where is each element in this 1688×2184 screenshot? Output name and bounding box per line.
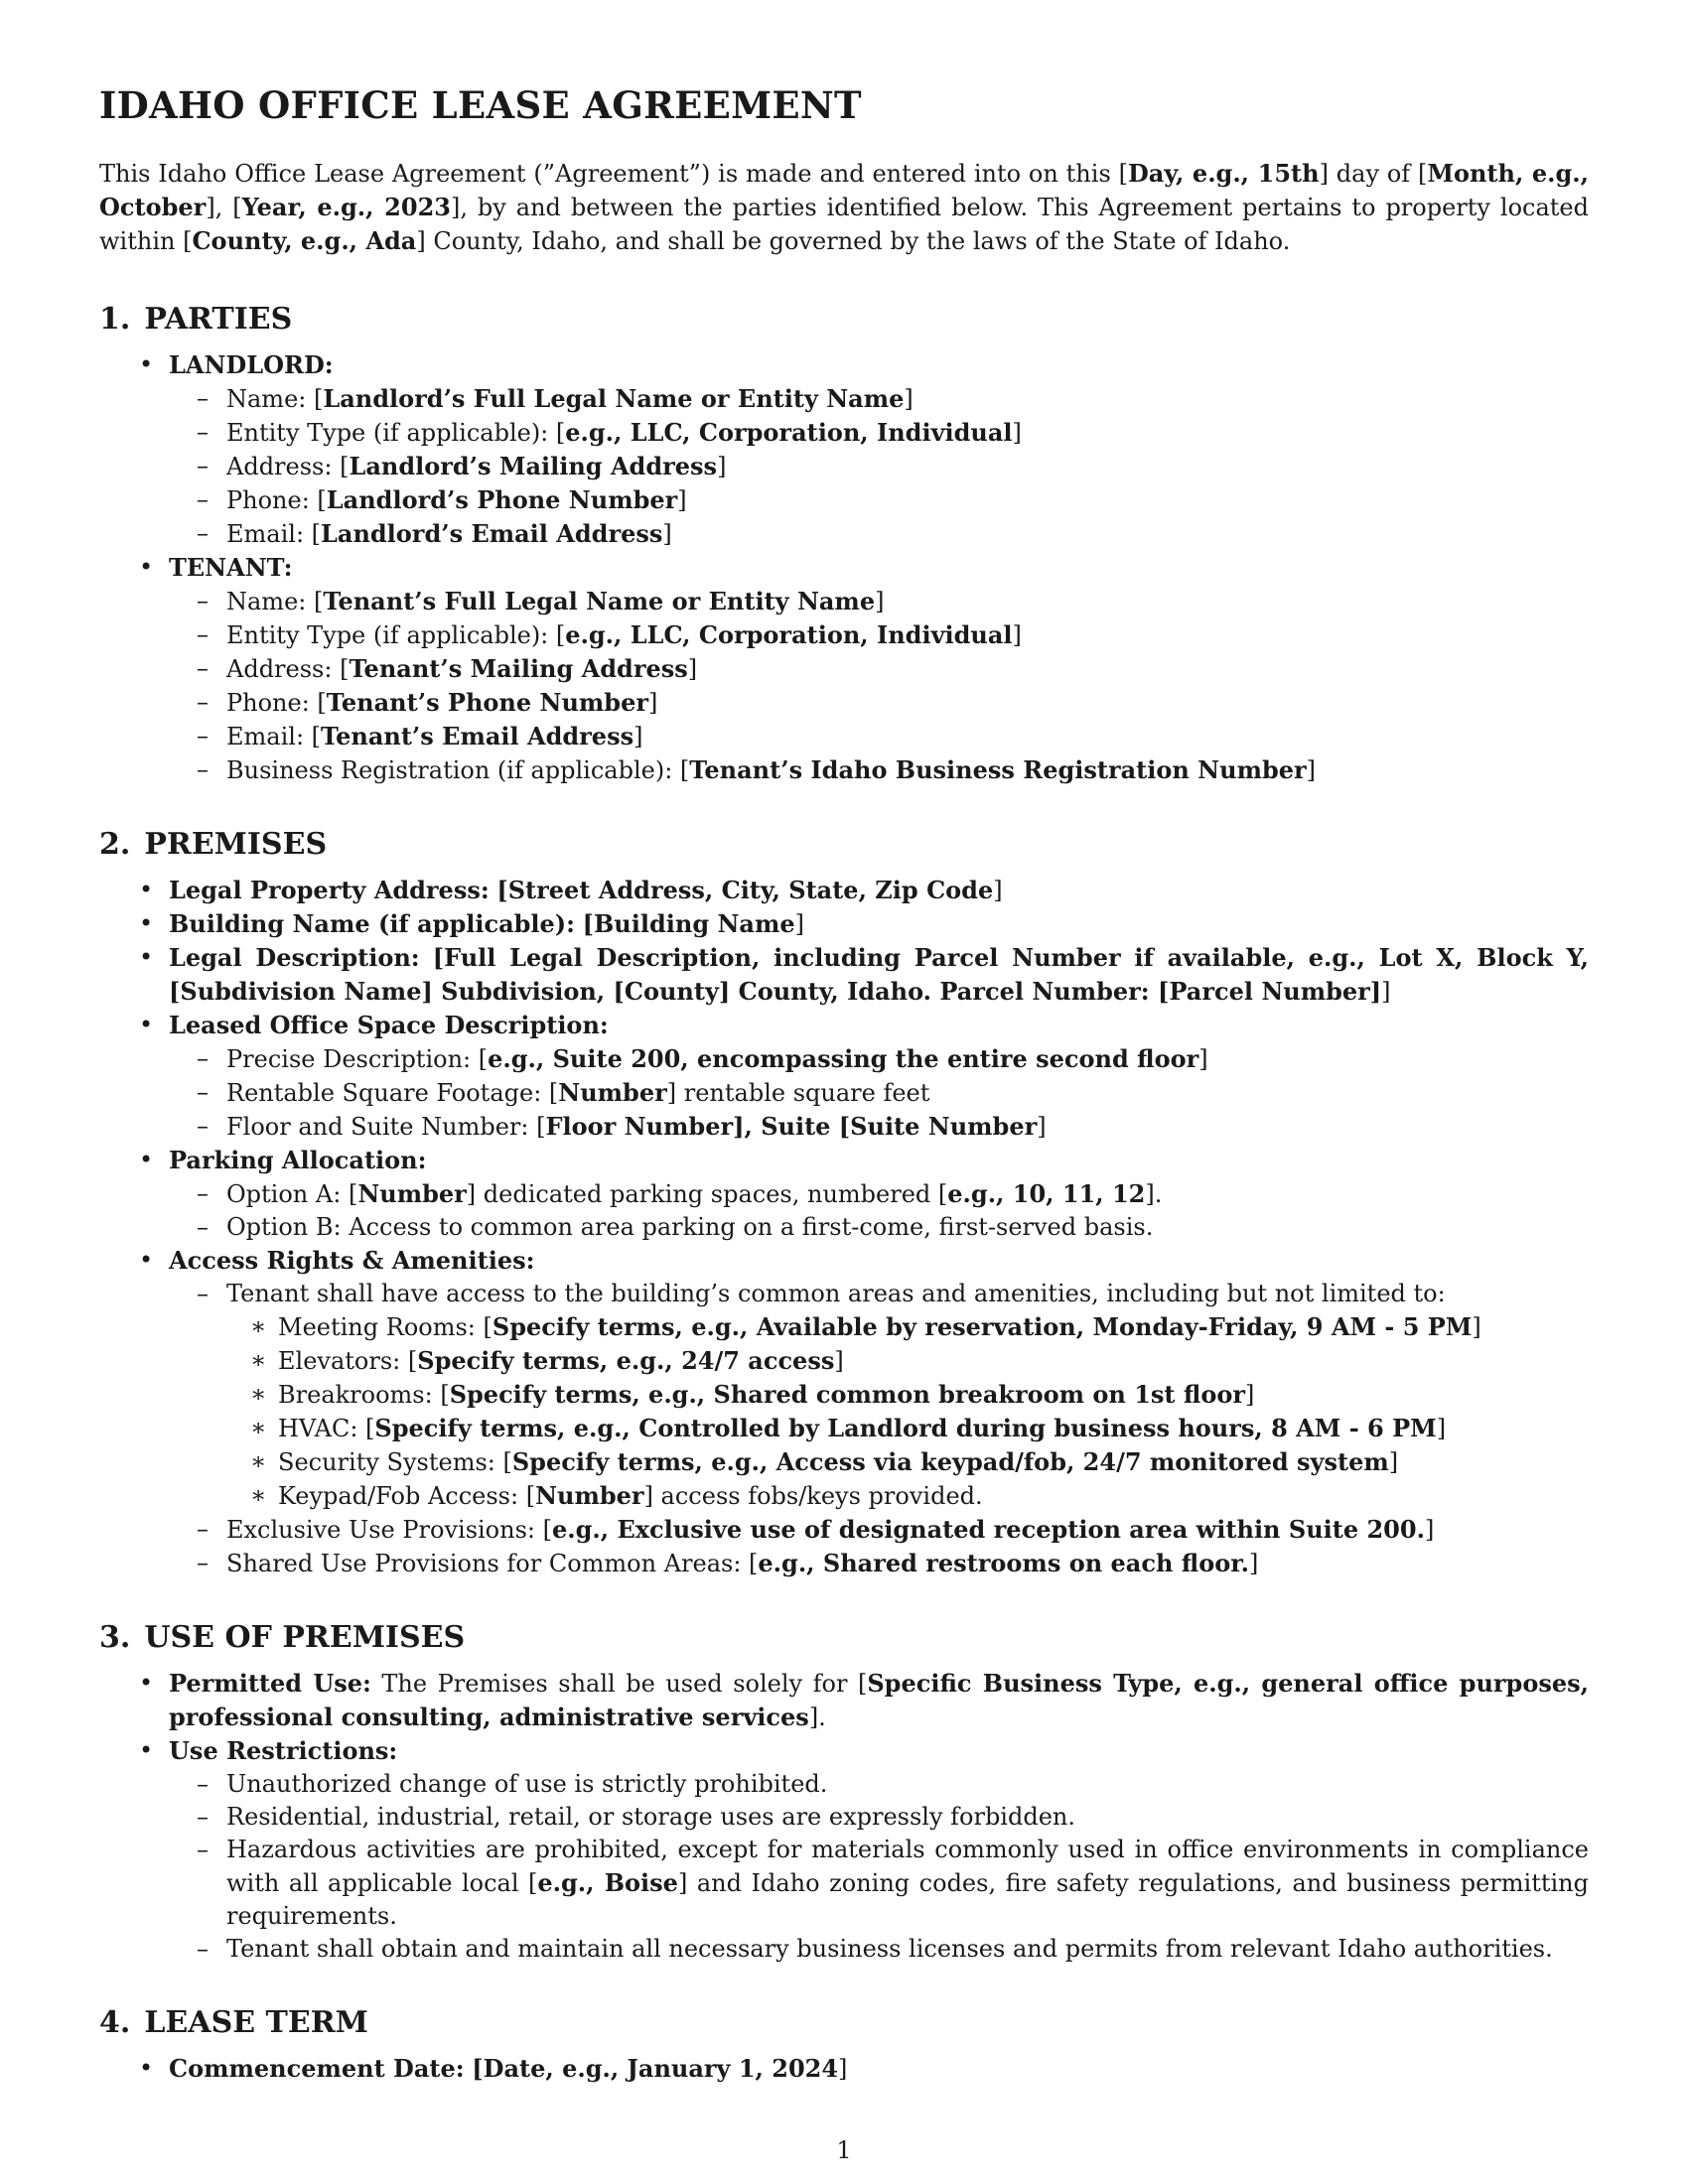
field-label: Option A: [	[226, 1180, 358, 1208]
intro-year-placeholder: Year, e.g., 2023	[241, 193, 451, 221]
field-placeholder: Landlord’s Mailing Address	[349, 452, 718, 480]
field-label: Security Systems: [	[278, 1448, 512, 1476]
field-label: Floor and Suite Number: [	[226, 1113, 546, 1141]
list-item: – Entity Type (if applicable): [e.g., LLC, Corporation, Individual]	[169, 416, 1589, 450]
field-label: Phone: [	[226, 689, 327, 717]
section-lease-term	[99, 2005, 1589, 2086]
field-placeholder: Tenant’s Idaho Business Registration Number	[689, 755, 1307, 784]
list-item: • Legal Property Address: [Street Address, City, State, Zip Code]	[99, 874, 1589, 907]
section-heading	[99, 2005, 1589, 2040]
field-placeholder: [Full Legal Description, including Parcel Number if available, e.g., Lot X, Block Y, [Subdivision Name] Subdivision, [County] County, Idaho. Parcel Number: [Parcel Number]	[169, 943, 1589, 1006]
field-placeholder: e.g., LLC, Corporation, Individual	[565, 620, 1013, 649]
list-item: – Email: [Landlord’s Email Address]	[169, 517, 1589, 551]
access-block	[99, 1244, 1589, 1580]
amenity-item	[226, 1445, 1589, 1479]
field-label: Breakrooms: [	[278, 1381, 450, 1409]
intro-county-placeholder: County, e.g., Ada	[192, 226, 417, 255]
field-label: Rentable Square Footage: [	[226, 1079, 559, 1107]
field-placeholder: [Building Name	[582, 909, 795, 938]
field-label: Address: [	[226, 655, 350, 683]
field-label: Legal Property Address:	[169, 876, 490, 904]
field-text: ] rentable square feet	[666, 1079, 930, 1107]
field-label: Permitted Use:	[169, 1669, 371, 1698]
list-item: – Email: [Tenant’s Email Address]	[169, 720, 1589, 753]
list-item	[169, 1076, 1589, 1110]
intro-text: ], by and between the parties identified below. This Agreement pertains to property located within [	[99, 194, 1589, 255]
field-label: Exclusive Use Provisions: [	[226, 1516, 552, 1544]
field-text: ]	[1436, 1415, 1447, 1442]
field-placeholder: [Street Address, City, State, Zip Code	[496, 876, 994, 904]
field-placeholder: Specify terms, e.g., Access via keypad/fob, 24/7 monitored system	[511, 1447, 1389, 1476]
page-number: 1	[836, 2136, 852, 2164]
list-item: – Phone: [Tenant’s Phone Number]	[169, 686, 1589, 720]
list-item: – Phone: [Landlord’s Phone Number]	[169, 483, 1589, 517]
section-heading	[99, 302, 1589, 337]
section-heading	[99, 827, 1589, 862]
field-text: Tenant shall have access to the building’s common areas and amenities, including but not limited to:	[226, 1280, 1446, 1307]
tenant-heading: TENANT:	[169, 553, 293, 582]
field-label: Building Name (if applicable):	[169, 909, 576, 938]
field-label: Entity Type (if applicable): [	[226, 419, 566, 447]
list-item: – Name: [Tenant’s Full Legal Name or Entity Name]	[169, 585, 1589, 618]
amenity-item	[226, 1412, 1589, 1445]
section-heading	[99, 1620, 1589, 1655]
field-text: ]	[1388, 1448, 1399, 1476]
subsection-heading: Use Restrictions:	[169, 1736, 398, 1765]
intro-month-placeholder: Month, e.g., October	[99, 159, 1590, 221]
list-item: – Shared Use Provisions for Common Areas: [e.g., Shared restrooms on each floor.]	[169, 1547, 1589, 1580]
subsection-heading: Access Rights & Amenities:	[169, 1246, 535, 1275]
field-label: Elevators: [	[278, 1347, 418, 1375]
field-text: Hazardous activities are prohibited, except for materials commonly used in office environments in compliance with all applicable local [	[226, 1836, 1589, 1897]
section-title: USE OF PREMISES	[144, 1620, 466, 1655]
field-placeholder: e.g., Shared restrooms on each floor.	[758, 1549, 1250, 1577]
field-placeholder: e.g., Boise	[537, 1868, 678, 1897]
list-item	[169, 1834, 1589, 1933]
field-text: ]	[1244, 1381, 1255, 1409]
landlord-block	[99, 348, 1589, 551]
use-restrictions-block	[99, 1734, 1589, 1966]
field-label: Business Registration (if applicable): [	[226, 756, 690, 784]
field-placeholder: e.g., Suite 200, encompassing the entire second floor	[488, 1044, 1199, 1073]
field-placeholder: Landlord’s Phone Number	[326, 485, 678, 514]
field-label: Name: [	[226, 588, 324, 615]
section-number: 3.	[99, 1620, 131, 1655]
list-item: – Business Registration (if applicable): [Tenant’s Idaho Business Registration Number]	[169, 753, 1589, 787]
intro-text: ] County, Idaho, and shall be governed by the laws of the State of Idaho.	[416, 227, 1291, 255]
subsection-heading: Parking Allocation:	[169, 1146, 427, 1174]
intro-text: ], [	[206, 194, 242, 221]
intro-paragraph	[99, 157, 1589, 258]
field-text: ]	[1472, 1313, 1481, 1341]
field-label: Email: [	[226, 520, 322, 548]
list-item: – Unauthorized change of use is strictly prohibited.	[169, 1768, 1589, 1801]
section-title: PREMISES	[144, 827, 328, 862]
leased-space-block	[99, 1009, 1589, 1144]
field-placeholder: e.g., 10, 11, 12	[947, 1179, 1146, 1208]
field-label: Keypad/Fob Access: [	[278, 1482, 536, 1510]
field-text: The Premises shall be used solely for [	[370, 1670, 868, 1698]
field-text: ], Suite [	[733, 1112, 851, 1141]
amenity-item	[226, 1344, 1589, 1378]
field-label: Name: [	[226, 385, 324, 413]
list-item: • Building Name (if applicable): [Building Name]	[99, 907, 1589, 941]
list-item: – Address: [Landlord’s Mailing Address]	[169, 450, 1589, 483]
subsection-heading: Leased Office Space Description:	[169, 1011, 609, 1039]
section-number: 4.	[99, 2005, 131, 2040]
list-item: • Legal Description: [Full Legal Description, including Parcel Number if available, e.g., Lot X, Block Y, [Subdivision Name] Subdivision, [County] County, Idaho. Parcel Number: [Parcel Number]]	[99, 941, 1589, 1009]
field-placeholder: e.g., Exclusive use of designated reception area within Suite 200.	[551, 1515, 1425, 1544]
list-item: – Floor and Suite Number: [Floor Number], Suite [Suite Number]	[169, 1110, 1589, 1144]
intro-text: This Idaho Office Lease Agreement (”Agreement”) is made and entered into on this [	[99, 160, 1128, 188]
section-number: 1.	[99, 302, 131, 337]
document-page	[99, 83, 1589, 2125]
field-placeholder: [Date, e.g., January 1, 2024	[472, 2054, 839, 2083]
list-item: – Name: [Landlord’s Full Legal Name or Entity Name]	[169, 382, 1589, 416]
field-placeholder: Landlord’s Full Legal Name or Entity Name	[323, 384, 905, 413]
section-use-of-premises	[99, 1620, 1589, 1966]
parking-block	[99, 1144, 1589, 1244]
section-parties	[99, 302, 1589, 787]
list-item	[169, 1278, 1589, 1513]
section-number: 2.	[99, 827, 131, 862]
field-placeholder: Tenant’s Mailing Address	[349, 654, 688, 683]
list-item: – Exclusive Use Provisions: [e.g., Exclusive use of designated reception area within Suite 200.]	[169, 1513, 1589, 1547]
field-placeholder: Specify terms, e.g., Controlled by Landlord during business hours, 8 AM - 6 PM	[374, 1414, 1437, 1442]
field-placeholder: Number	[535, 1481, 644, 1510]
list-item: – Option B: Access to common area parking on a first-come, first-served basis.	[169, 1211, 1589, 1244]
field-label: Shared Use Provisions for Common Areas: [	[226, 1550, 759, 1577]
list-item: – Precise Description: [e.g., Suite 200, encompassing the entire second floor]	[169, 1042, 1589, 1076]
list-item: • Permitted Use: The Premises shall be used solely for [Specific Business Type, e.g., general office purposes, professional consulting, administrative services].	[99, 1667, 1589, 1734]
section-title: PARTIES	[144, 302, 293, 337]
field-label: Email: [	[226, 723, 322, 751]
field-placeholder: Landlord’s Email Address	[321, 519, 663, 548]
field-label: HVAC: [	[278, 1415, 375, 1442]
field-label: Phone: [	[226, 486, 327, 514]
landlord-heading: LANDLORD:	[169, 350, 334, 379]
section-premises	[99, 827, 1589, 1580]
amenity-item	[226, 1378, 1589, 1412]
list-item: • Commencement Date: [Date, e.g., January 1, 2024]	[99, 2052, 1589, 2086]
field-placeholder: Suite Number	[850, 1112, 1038, 1141]
field-text: ] dedicated parking spaces, numbered [	[466, 1180, 948, 1208]
field-text: ] access fobs/keys provided.	[643, 1482, 983, 1510]
field-placeholder: Tenant’s Full Legal Name or Entity Name	[323, 587, 876, 615]
list-item: – Option A: [Number] dedicated parking spaces, numbered [e.g., 10, 11, 12].	[169, 1177, 1589, 1211]
list-item: – Address: [Tenant’s Mailing Address]	[169, 652, 1589, 686]
field-placeholder: Floor Number	[545, 1112, 734, 1141]
field-placeholder: Specify terms, e.g., Shared common breakroom on 1st floor	[449, 1380, 1245, 1409]
field-label: Meeting Rooms: [	[278, 1313, 492, 1341]
field-placeholder: Specific Business Type, e.g., general office purposes, professional consulting, administrative services	[169, 1669, 1589, 1731]
intro-text: ] day of [	[1319, 160, 1428, 188]
list-item: – Tenant shall obtain and maintain all necessary business licenses and permits from relevant Idaho authorities.	[169, 1933, 1589, 1966]
amenity-item	[226, 1310, 1589, 1344]
intro-day-placeholder: Day, e.g., 15th	[1127, 159, 1320, 188]
list-item: – Entity Type (if applicable): [e.g., LLC, Corporation, Individual]	[169, 618, 1589, 652]
field-placeholder: Tenant’s Email Address	[321, 722, 634, 751]
field-placeholder: Number	[558, 1078, 667, 1107]
field-label: Legal Description:	[169, 943, 420, 972]
document-title: IDAHO OFFICE LEASE AGREEMENT	[99, 83, 862, 127]
field-label: Commencement Date:	[169, 2054, 465, 2083]
field-placeholder: Specify terms, e.g., 24/7 access	[417, 1346, 835, 1375]
tenant-block	[99, 551, 1589, 787]
field-label: Address: [	[226, 453, 350, 480]
field-label: Entity Type (if applicable): [	[226, 621, 566, 649]
field-placeholder: Tenant’s Phone Number	[326, 688, 648, 717]
field-text: ]	[834, 1347, 844, 1375]
field-label: Precise Description: [	[226, 1045, 489, 1073]
amenity-item	[226, 1479, 1589, 1513]
field-placeholder: Specify terms, e.g., Available by reservation, Monday-Friday, 9 AM - 5 PM	[492, 1312, 1473, 1341]
section-title: LEASE TERM	[144, 2005, 368, 2040]
list-item: – Residential, industrial, retail, or storage uses are expressly forbidden.	[169, 1801, 1589, 1834]
field-placeholder: Number	[357, 1179, 467, 1208]
field-placeholder: e.g., LLC, Corporation, Individual	[565, 418, 1013, 447]
field-text: ] and Idaho zoning codes, fire safety regulations, and business permitting requirements.	[226, 1869, 1589, 1930]
